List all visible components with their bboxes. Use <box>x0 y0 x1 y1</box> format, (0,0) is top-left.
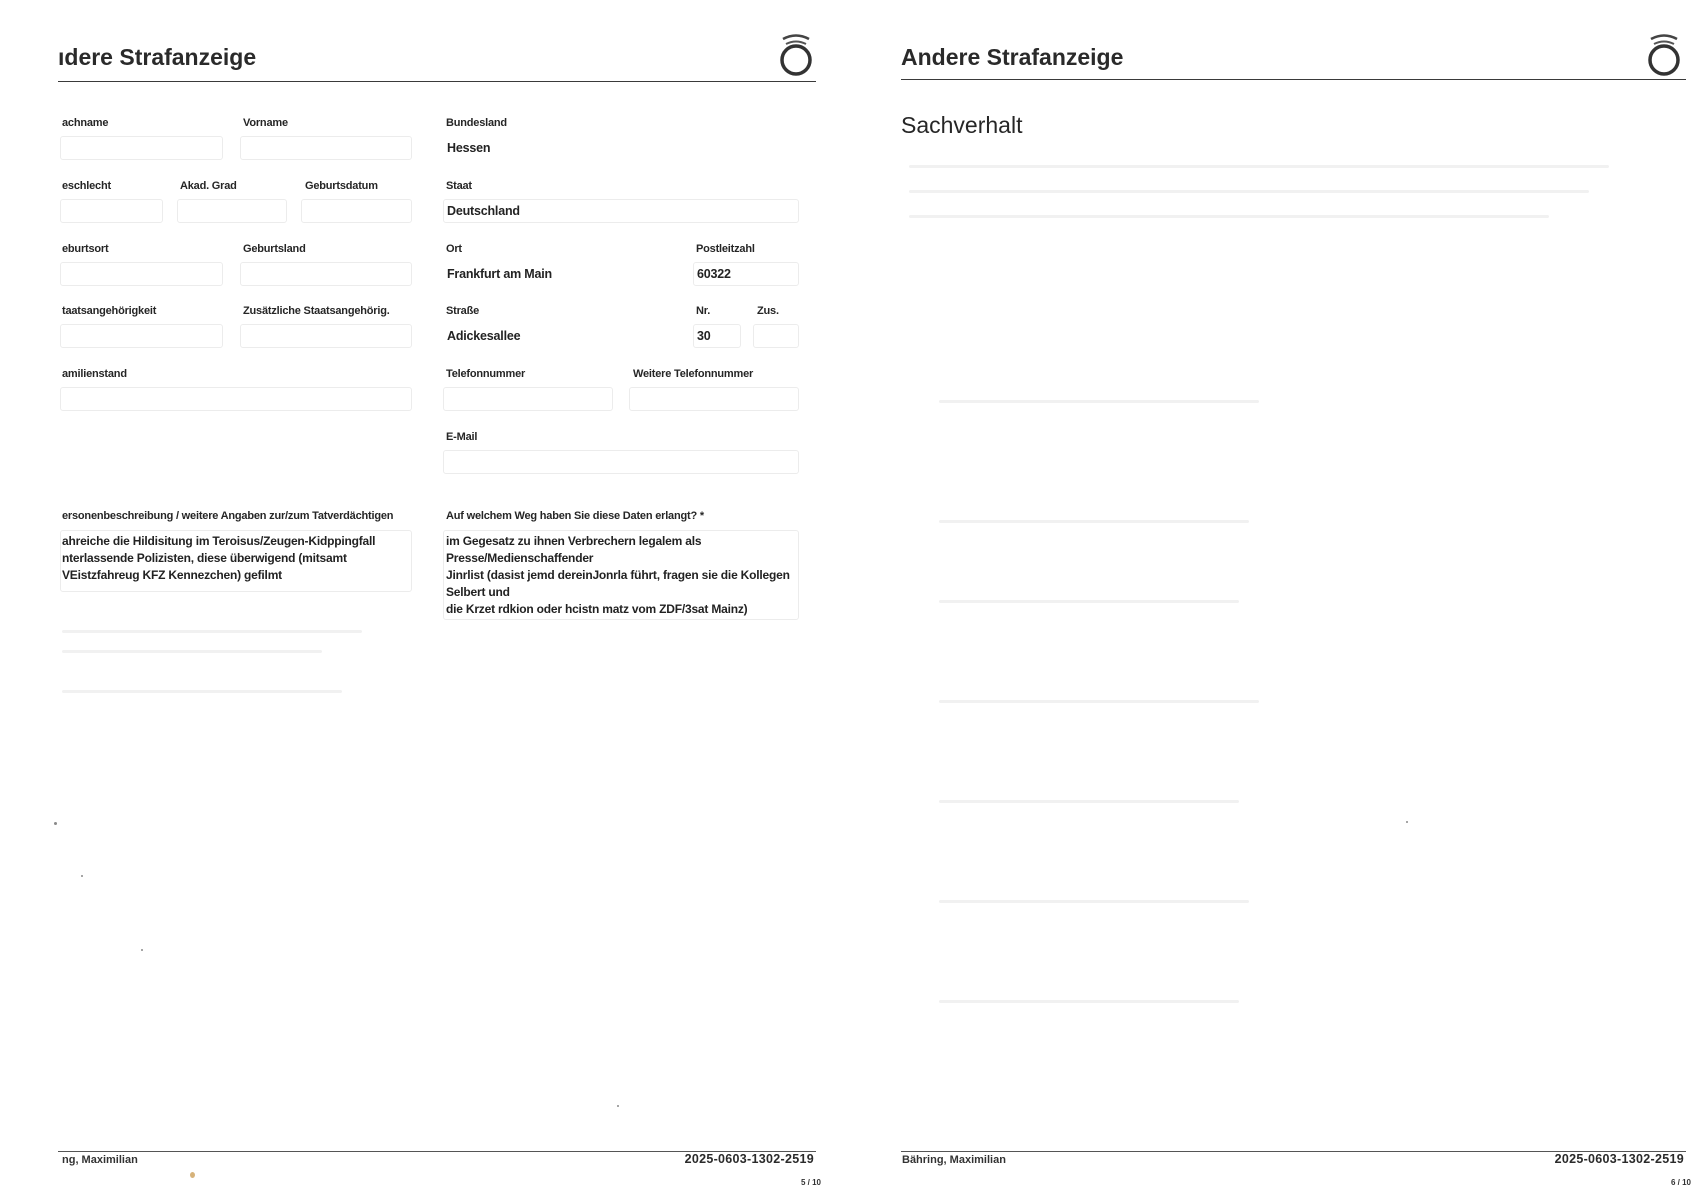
datenweg-line: im Gegesatz zu ihnen Verbrechern legalem als <box>446 534 702 548</box>
scan-speck <box>1406 821 1408 823</box>
footer-document-id: 2025-0603-1302-2519 <box>684 1152 814 1166</box>
page-title: Andere Strafanzeige <box>901 44 1124 70</box>
personenbeschreibung-line: nterlassende Polizisten, diese überwigend (mitsamt <box>62 551 347 565</box>
strasse-value[interactable]: Adickesallee <box>447 329 521 343</box>
footer-document-id: 2025-0603-1302-2519 <box>1554 1152 1684 1166</box>
scan-speck <box>141 949 143 951</box>
footer-page-number: 6 / 10 <box>1670 1178 1691 1187</box>
document-page-6 <box>849 0 1699 1201</box>
email-field[interactable] <box>443 450 799 474</box>
vorname-field[interactable] <box>240 136 412 160</box>
scan-artifact <box>62 630 362 633</box>
familienstand-field[interactable] <box>60 387 412 411</box>
scan-speck <box>54 822 57 825</box>
telefonnummer-field[interactable] <box>443 387 613 411</box>
scan-artifact <box>909 190 1589 193</box>
personenbeschreibung-text[interactable] <box>62 533 375 584</box>
scan-artifact <box>62 650 322 653</box>
footer-name: Bähring, Maximilian <box>902 1154 1006 1166</box>
scan-artifact <box>939 700 1259 703</box>
scan-artifact <box>939 800 1239 803</box>
scan-artifact <box>939 1000 1239 1003</box>
geburtsort-field[interactable] <box>60 262 223 286</box>
nr-label: Nr. <box>696 305 711 317</box>
document-page-5 <box>0 0 849 1201</box>
ort-label: Ort <box>446 243 462 255</box>
zus-field[interactable] <box>753 324 799 348</box>
footer-name: ng, Maximilian <box>62 1154 138 1166</box>
personenbeschreibung-label: ersonenbeschreibung / weitere Angaben zur/zum Tatverdächtigen <box>62 510 394 522</box>
scan-artifact <box>909 165 1609 168</box>
police-logo-icon <box>777 30 815 78</box>
scan-speck <box>81 875 83 877</box>
datenweg-line: Jinrlist (dasist jemd dereinJonrla führt, fragen sie die Kollegen <box>446 568 790 582</box>
akad-grad-label: Akad. Grad <box>180 180 237 192</box>
scan-artifact <box>939 400 1259 403</box>
personenbeschreibung-line: ahreiche die Hildisitung im Teroisus/Zeugen-Kidppingfall <box>62 534 376 548</box>
geburtsland-label: Geburtsland <box>243 243 306 255</box>
scan-artifact <box>62 690 342 693</box>
header-rule <box>58 81 816 82</box>
staat-field[interactable] <box>443 199 799 223</box>
nachname-field[interactable] <box>60 136 223 160</box>
header-rule <box>901 79 1686 80</box>
weitere-telefonnummer-label: Weitere Telefonnummer <box>633 368 754 380</box>
scan-artifact <box>939 900 1249 903</box>
police-logo-icon <box>1645 30 1683 78</box>
geburtsland-field[interactable] <box>240 262 412 286</box>
datenweg-line: Presse/Medienschaffender <box>446 551 594 565</box>
ort-value[interactable]: Frankfurt am Main <box>447 267 552 281</box>
bundesland-value[interactable]: Hessen <box>447 141 491 155</box>
datenweg-label: Auf welchem Weg haben Sie diese Daten erlangt? * <box>446 510 704 522</box>
section-title: Sachverhalt <box>901 112 1023 138</box>
scan-artifact <box>909 215 1549 218</box>
zus-staatsangehoerigkeit-label: Zusätzliche Staatsangehörig. <box>243 305 390 317</box>
staat-label: Staat <box>446 180 472 192</box>
strasse-label: Straße <box>446 305 480 317</box>
akad-grad-field[interactable] <box>177 199 287 223</box>
nr-field[interactable] <box>693 324 741 348</box>
zus-label: Zus. <box>757 305 779 317</box>
personenbeschreibung-line: VEistzfahreug KFZ Kennezchen) gefilmt <box>62 568 282 582</box>
staatsangehoerigkeit-field[interactable] <box>60 324 223 348</box>
postleitzahl-value[interactable]: 60322 <box>697 267 731 281</box>
scan-speck <box>190 1172 195 1178</box>
datenweg-line: die Krzet rdkion oder hcistn matz vom ZDF/3sat Mainz) <box>446 602 748 616</box>
email-label: E-Mail <box>446 431 478 443</box>
postleitzahl-label: Postleitzahl <box>696 243 755 255</box>
geburtsdatum-field[interactable] <box>301 199 412 223</box>
nachname-label: achname <box>62 117 109 129</box>
nr-value[interactable]: 30 <box>697 329 711 343</box>
datenweg-text[interactable] <box>446 533 790 618</box>
bundesland-label: Bundesland <box>446 117 507 129</box>
vorname-label: Vorname <box>243 117 288 129</box>
geschlecht-label: eschlecht <box>62 180 111 192</box>
staatsangehoerigkeit-label: taatsangehörigkeit <box>62 305 157 317</box>
geschlecht-field[interactable] <box>60 199 163 223</box>
page-title: ıdere Strafanzeige <box>58 44 257 70</box>
scan-artifact <box>939 600 1239 603</box>
datenweg-line: Selbert und <box>446 585 510 599</box>
telefonnummer-label: Telefonnummer <box>446 368 526 380</box>
scan-speck <box>617 1105 619 1107</box>
postleitzahl-field[interactable] <box>693 262 799 286</box>
geburtsdatum-label: Geburtsdatum <box>305 180 378 192</box>
weitere-telefonnummer-field[interactable] <box>629 387 799 411</box>
familienstand-label: amilienstand <box>62 368 127 380</box>
staat-value[interactable]: Deutschland <box>447 204 520 218</box>
zus-staatsangehoerigkeit-field[interactable] <box>240 324 412 348</box>
footer-page-number: 5 / 10 <box>800 1178 821 1187</box>
scan-artifact <box>939 520 1249 523</box>
geburtsort-label: eburtsort <box>62 243 109 255</box>
